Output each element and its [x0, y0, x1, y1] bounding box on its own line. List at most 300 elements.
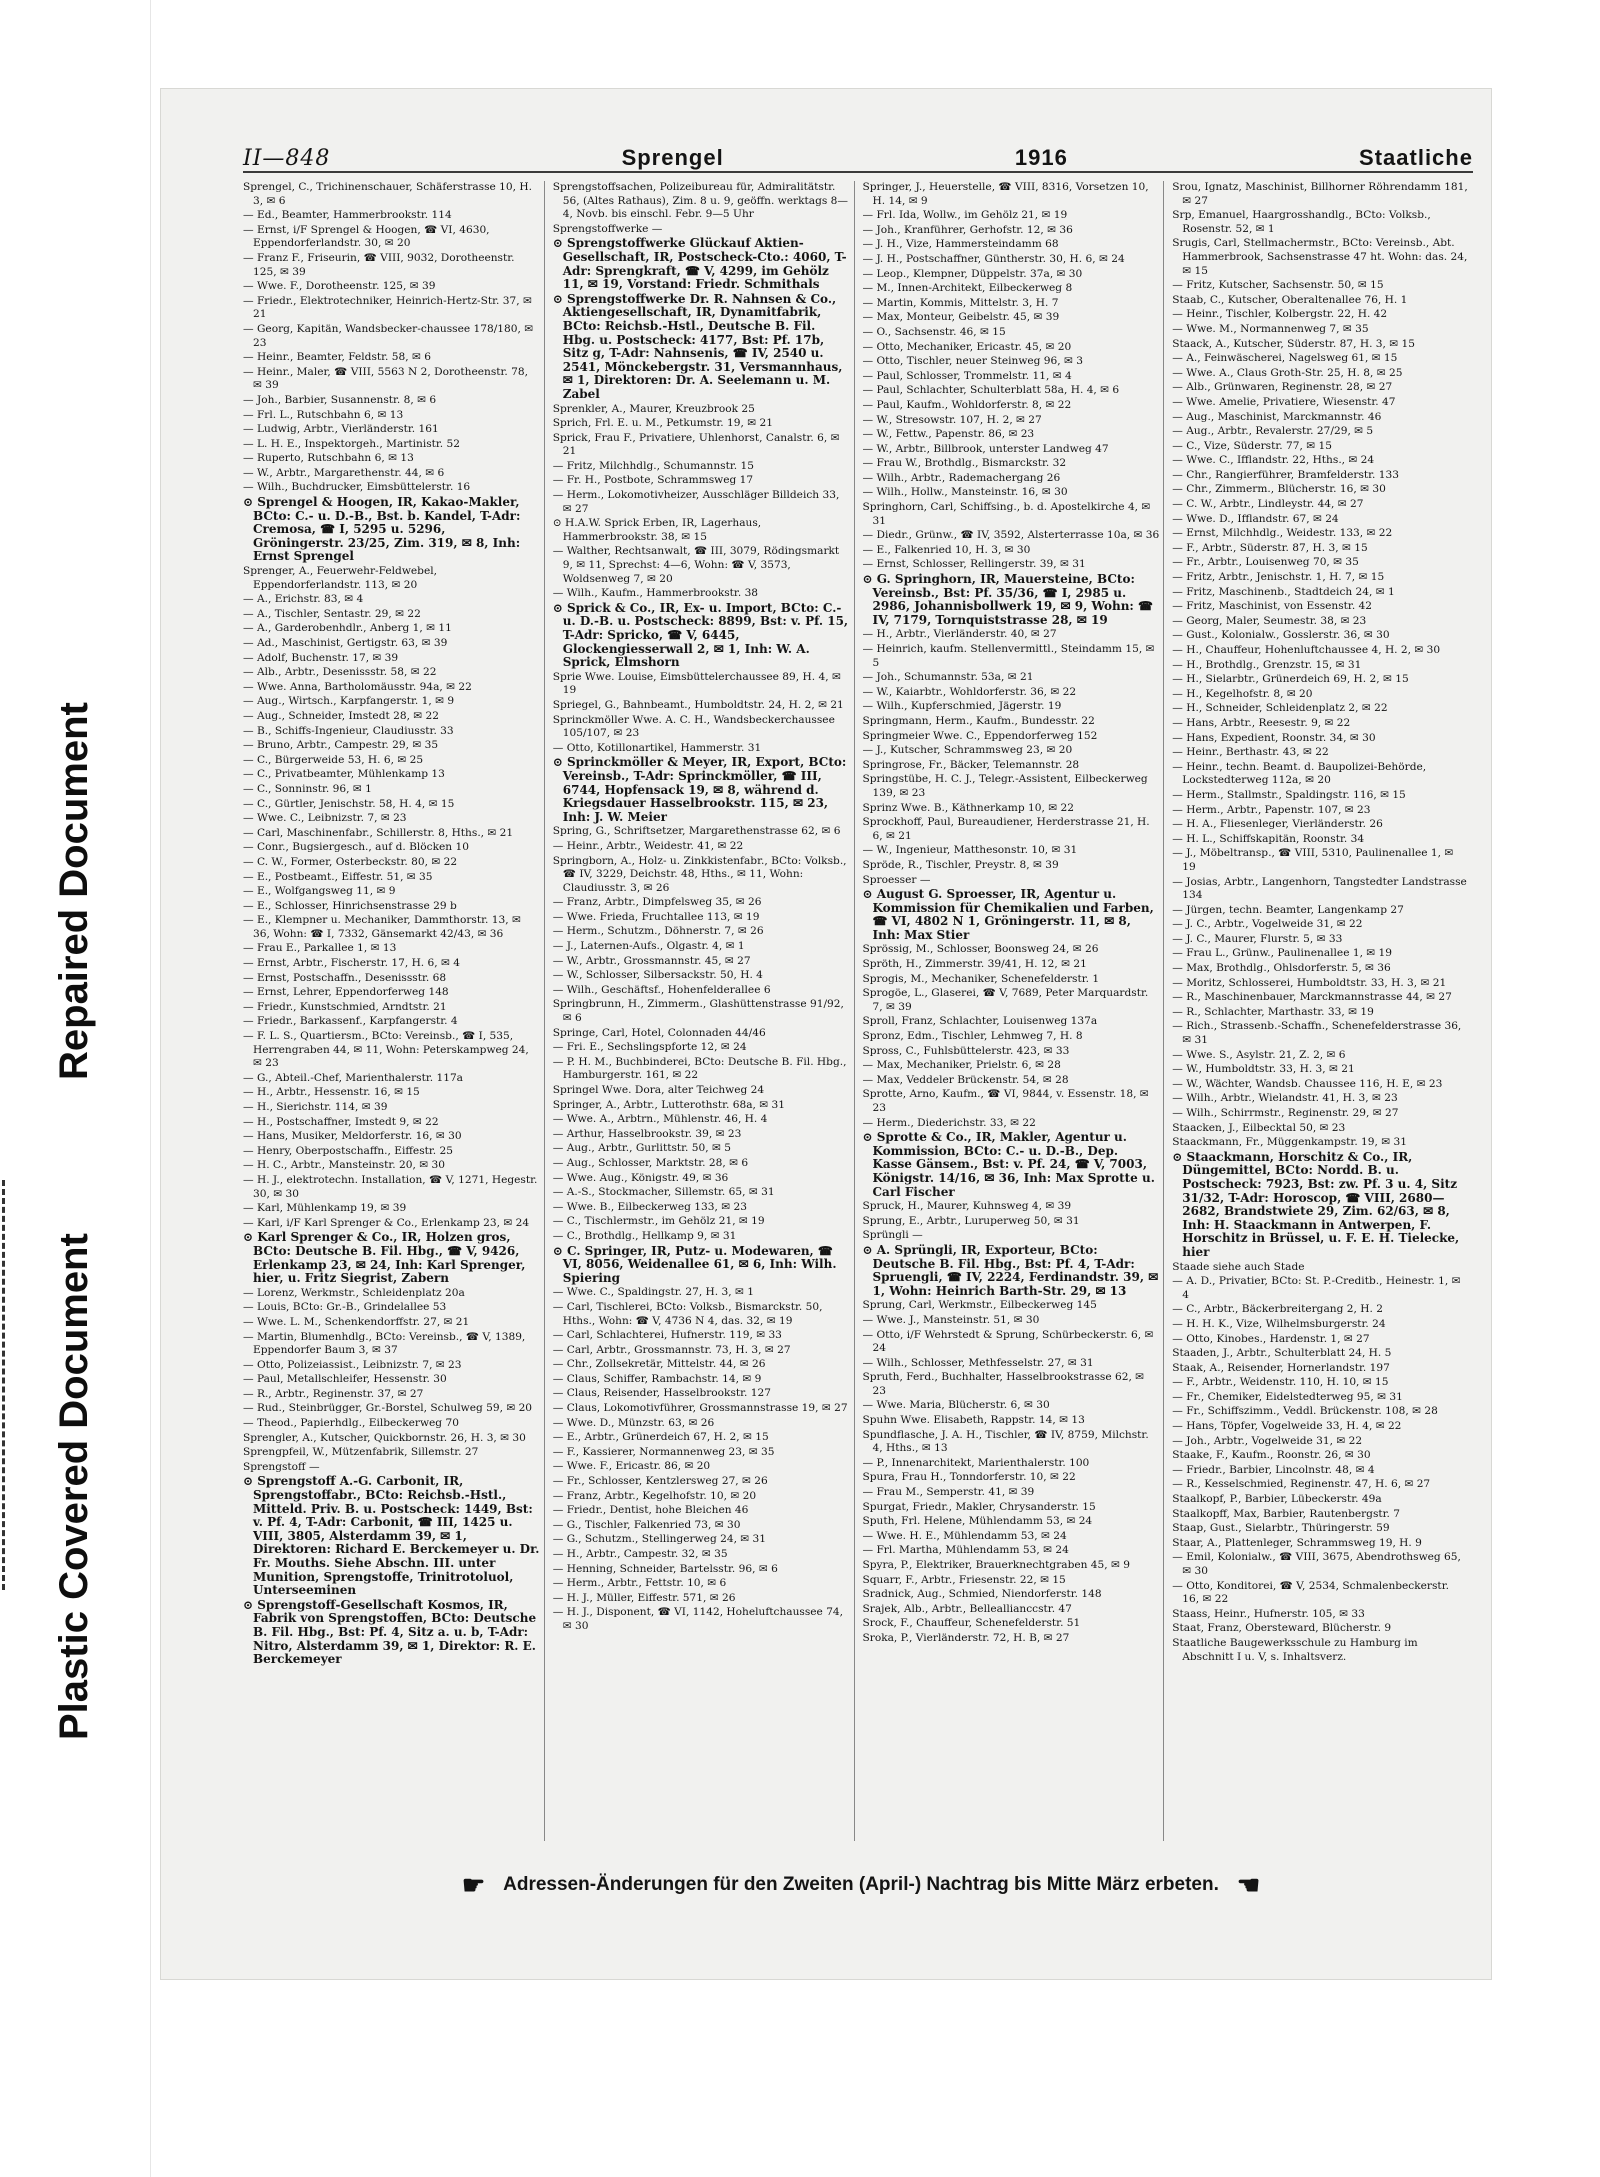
directory-entry: — Georg, Maler, Seumestr. 38, ✉ 23 — [1172, 614, 1367, 627]
directory-entry: — Heinr., Maler, ☎ VIII, 5563 N 2, Dorotheenstr. 78, ✉ 39 — [243, 365, 529, 392]
directory-entry: — Max, Brothdlg., Ohlsdorferstr. 5, ✉ 36 — [1172, 962, 1391, 975]
directory-entry: — Moritz, Schlosserei, Humboldtstr. 33, H. 3, ✉ 21 — [1172, 976, 1447, 989]
directory-entry: — Wwe. C., Ifflandstr. 22, Hths., ✉ 24 — [1172, 454, 1375, 467]
directory-entry: — Claus, Schiffer, Rambachstr. 14, ✉ 9 — [552, 1372, 762, 1385]
directory-entry: — Wwe. A., Claus Groth-Str. 25, H. 8, ✉ 25 — [1172, 366, 1403, 379]
directory-entry: Sprengpfeil, W., Mützenfabrik, Sillemstr. 27 — [243, 1446, 479, 1459]
directory-entry: — G., Schutzm., Stellingerweg 24, ✉ 31 — [552, 1533, 767, 1546]
directory-entry: — R., Maschinenbauer, Marckmannstrasse 44, ✉ 27 — [1172, 991, 1452, 1004]
directory-entry: — Frau E., Parkallee 1, ✉ 13 — [243, 942, 397, 955]
directory-entry: — F., Arbtr., Süderstr. 87, H. 3, ✉ 15 — [1172, 541, 1368, 554]
directory-entry: — A.-S., Stockmacher, Sillemstr. 65, ✉ 31 — [552, 1186, 775, 1199]
directory-entry: — Herm., Arbtr., Fettstr. 10, ✉ 6 — [552, 1577, 727, 1590]
directory-column-4 — [1172, 181, 1473, 1841]
directory-entry: Staaden, J., Arbtr., Schulterblatt 24, H. 5 — [1172, 1347, 1392, 1360]
directory-entry: — Wwe. S., Asylstr. 21, Z. 2, ✉ 6 — [1172, 1048, 1346, 1061]
directory-entry: Springstübe, H. C. J., Telegr.-Assistent, Eilbeckerweg 139, ✉ 23 — [862, 773, 1148, 799]
directory-entry: — Ruperto, Rutschbahn 6, ✉ 13 — [243, 452, 414, 465]
directory-entry: Sprogis, M., Mechaniker, Schenefelderstr. 1 — [862, 972, 1100, 985]
directory-entry: — J., Möbeltransp., ☎ VIII, 5310, Paulinenallee 1, ✉ 19 — [1172, 847, 1454, 873]
directory-entry: — Wwe. F., Dorotheenstr. 125, ✉ 39 — [243, 280, 436, 293]
directory-entry: — Otto, i/F Wehrstedt & Sprung, Schürbeckerstr. 6, ✉ 24 — [862, 1328, 1154, 1355]
directory-entry: — Wilh., Kupferschmied, Jägerstr. 19 — [862, 700, 1062, 713]
directory-entry: — Otto, Kotillonartikel, Hammerstr. 31 — [552, 741, 762, 754]
directory-entry: — H. J., elektrotechn. Installation, ☎ V, 1271, Hegestr. 30, ✉ 30 — [243, 1173, 538, 1200]
directory-entry: — G., Abteil.-Chef, Marienthalerstr. 117a — [243, 1071, 463, 1084]
directory-entry: — Wilh., Hollw., Mansteinstr. 16, ✉ 30 — [862, 486, 1068, 499]
directory-entry: — Martin, Blumenhdlg., BCto: Vereinsb., ☎ V, 1389, Eppendorfer Baum 3, ✉ 37 — [243, 1330, 526, 1357]
directory-entry: Sprung, Carl, Werkmstr., Eilbeckerweg 145 — [862, 1299, 1097, 1312]
directory-entry: — Hans, Expedient, Roonstr. 34, ✉ 30 — [1172, 731, 1376, 744]
directory-entry: — E., Arbtr., Grünerdeich 67, H. 2, ✉ 15 — [552, 1431, 769, 1444]
directory-entry: — O., Sachsenstr. 46, ✉ 15 — [862, 325, 1006, 338]
directory-entry: — Friedr., Barbier, Lincolnstr. 48, ✉ 4 — [1172, 1463, 1375, 1476]
directory-entry: — Conr., Bugsiergesch., auf d. Blöcken 10 — [243, 841, 469, 854]
directory-entry: — Wilh., Geschäftsf., Hohenfelderallee 6 — [552, 983, 771, 996]
directory-entry: — Herm., Arbtr., Papenstr. 107, ✉ 23 — [1172, 803, 1371, 816]
directory-entry: — Wilh., Arbtr., Wielandstr. 41, H. 3, ✉ 23 — [1172, 1092, 1398, 1105]
directory-entry: — Fri. E., Sechslingspforte 12, ✉ 24 — [552, 1041, 747, 1054]
directory-entry: — C. W., Former, Osterbeckstr. 80, ✉ 22 — [243, 855, 458, 868]
directory-entry: ⊙ Sprengstoff-Gesellschaft Kosmos, IR, Fabrik von Sprengstoffen, BCto: Deutsche B. Fil. Hbg., Bst: Pf. 4, Sitz a. u. b, T-Adr: Nitro, Alsterdamm 39, ✉ 1, Direktor: R. E. Berckemeyer — [243, 1597, 537, 1667]
directory-entry: — H., Sierichstr. 114, ✉ 39 — [243, 1101, 388, 1113]
directory-entry: — Chr., Zollsekretär, Mittelstr. 44, ✉ 26 — [552, 1358, 766, 1371]
directory-entry: — Herm., Lokomotivheizer, Ausschläger Billdeich 33, ✉ 27 — [552, 489, 840, 515]
directory-entry: — Aug., Arbtr., Revalerstr. 27/29, ✉ 5 — [1172, 425, 1374, 438]
directory-entry: — Wilh., Kaufm., Hammerbrookstr. 38 — [552, 587, 759, 600]
directory-entry: — R., Schlachter, Marthastr. 33, ✉ 19 — [1172, 1005, 1374, 1018]
directory-entry: — Otto, Konditorei, ☎ V, 2534, Schmalenbeckerstr. 16, ✉ 22 — [1172, 1579, 1449, 1606]
directory-entry: — W., Arbtr., Grossmannstr. 45, ✉ 27 — [552, 954, 751, 967]
directory-entry: — Martin, Kommis, Mittelstr. 3, H. 7 — [862, 296, 1059, 309]
directory-entry: — F. L. S., Quartiersm., BCto: Vereinsb., ☎ I, 535, Herrengraben 44, ✉ 11, Wohn: Peterskampweg 24, ✉ 23 — [243, 1030, 529, 1070]
directory-entry: — H., Arbtr., Hessenstr. 16, ✉ 15 — [243, 1086, 420, 1099]
directory-entry: — Heinrich, kaufm. Stellenvermittl., Steindamm 15, ✉ 5 — [862, 643, 1155, 669]
directory-entry: — Fr. H., Postbote, Schrammsweg 17 — [552, 474, 754, 487]
directory-entry: — Aug., Arbtr., Gurlittstr. 50, ✉ 5 — [552, 1142, 731, 1155]
directory-entry: — Ernst, i/F Sprengel & Hoogen, ☎ VI, 4630, Eppendorferlandstr. 30, ✉ 20 — [243, 223, 490, 250]
directory-entry: — Karl, Mühlenkamp 19, ✉ 39 — [243, 1202, 407, 1215]
pointing-hand-icon: ☛ — [461, 1869, 486, 1900]
directory-entry: — F., Kassierer, Normannenweg 23, ✉ 35 — [552, 1445, 775, 1458]
directory-entry: — Wwe. Anna, Bartholomäusstr. 94a, ✉ 22 — [243, 680, 472, 693]
directory-entry: — Carl, Schlachterei, Hufnerstr. 119, ✉ 33 — [552, 1329, 782, 1342]
directory-entry: — Wwe. Amelie, Privatiere, Wiesenstr. 47 — [1172, 395, 1396, 408]
directory-entry: — Louis, BCto: Gr.-B., Grindelallee 53 — [243, 1301, 447, 1314]
footer-text: Adressen-Änderungen für den Zweiten (April-) Nachtrag bis Mitte März erbeten. — [503, 1874, 1219, 1895]
directory-entry: Staab, C., Kutscher, Oberaltenallee 76, H. 1 — [1172, 293, 1408, 306]
directory-entry: — Fritz, Maschinenb., Stadtdeich 24, ✉ 1 — [1172, 585, 1395, 598]
directory-entry: — C., Bürgerweide 53, H. 6, ✉ 25 — [243, 753, 424, 766]
directory-entry: — Hans, Arbtr., Reesestr. 9, ✉ 22 — [1172, 716, 1351, 729]
directory-entry: — Joh., Arbtr., Vogelweide 31, ✉ 22 — [1172, 1434, 1363, 1447]
directory-entry: — Joh., Barbier, Susannenstr. 8, ✉ 6 — [243, 393, 437, 406]
tear-line — [2, 1180, 21, 1590]
directory-entry: Staalkopff, Max, Barbier, Rautenbergstr. 7 — [1172, 1507, 1401, 1520]
directory-entry: — R., Arbtr., Reginenstr. 37, ✉ 27 — [243, 1387, 424, 1400]
directory-entry: Spura, Frau H., Tonndorferstr. 10, ✉ 22 — [862, 1471, 1076, 1484]
directory-entry: — H. L., Schiffskapitän, Roonstr. 34 — [1172, 832, 1365, 845]
directory-entry: Sprengstoffsachen, Polizeibureau für, Admiralitätstr. 56, (Altes Rathaus), Zim. 8 u. 9, geöffn. werktags 8—4, Novb. bis einschl. Febr. 9—5 Uhr — [552, 181, 849, 221]
directory-entry: — M., Innen-Architekt, Eilbeckerweg 8 — [862, 282, 1073, 295]
directory-column-3 — [863, 181, 1165, 1841]
directory-entry: — H., Brothdlg., Grenzstr. 15, ✉ 31 — [1172, 658, 1362, 671]
directory-entry: Staack, A., Kutscher, Süderstr. 87, H. 3, ✉ 15 — [1172, 337, 1416, 350]
directory-entry: — J. H., Vize, Hammersteindamm 68 — [862, 238, 1059, 251]
directory-entry: — W., Stresowstr. 107, H. 2, ✉ 27 — [862, 413, 1042, 426]
directory-entry: — A., Tischler, Sentastr. 29, ✉ 22 — [243, 607, 421, 620]
directory-entry: — Heinr., Tischler, Kolbergstr. 22, H. 42 — [1172, 308, 1388, 321]
directory-entry: — Wilh., Schirrmstr., Reginenstr. 29, ✉ 27 — [1172, 1107, 1399, 1119]
directory-entry: — Rich., Strassenb.-Schaffn., Schenefelderstrasse 36, ✉ 31 — [1172, 1020, 1462, 1047]
directory-entry: Sprinckmöller Wwe. A. C. H., Wandsbeckerchaussee 105/107, ✉ 23 — [552, 713, 835, 740]
directory-column-1 — [243, 181, 545, 1841]
directory-entry: — W., Schlosser, Silbersackstr. 50, H. 4 — [552, 969, 763, 982]
directory-entry: — Emil, Kolonialw., ☎ VIII, 3675, Abendrothsweg 65, ✉ 30 — [1172, 1551, 1461, 1577]
directory-entry: — Josias, Arbtr., Langenhorn, Tangstedter Landstrasse 134 — [1172, 875, 1467, 902]
directory-entry: — Heinr., Berthastr. 43, ✉ 22 — [1172, 746, 1329, 759]
plastic-covered-label: Plastic Covered Document — [52, 1233, 96, 1740]
directory-entry: Srajek, Alb., Arbtr., Belleallianccstr. 47 — [862, 1602, 1072, 1615]
directory-entry: Staacken, J., Eilbecktal 50, ✉ 23 — [1172, 1121, 1346, 1134]
directory-entry: — Wwe. Aug., Königstr. 49, ✉ 36 — [552, 1171, 729, 1184]
directory-entry: ⊙ Karl Sprenger & Co., IR, Holzen gros, BCto: Deutsche B. Fil. Hbg., ☎ V, 9426, Erlenkamp 23, ✉ 24, Inh: Karl Sprenger, hier, u. Fritz Siegrist, Zabern — [243, 1230, 526, 1286]
directory-entry: — Joh., Kranführer, Gerhofstr. 12, ✉ 36 — [862, 223, 1073, 236]
directory-entry: — Georg, Kapitän, Wandsbecker-chaussee 178/180, ✉ 23 — [243, 322, 534, 349]
directory-entry: — B., Schiffs-Ingenieur, Claudiusstr. 33 — [243, 724, 454, 737]
directory-entry: ⊙ Sprengstoffwerke Dr. R. Nahnsen & Co., Aktiengesellschaft, IR, Dynamitfabrik, BCto: Reichsb.-Hstl., Deutsche B. Fil. Hbg. u. Postscheck: 4177, Bst: Pf. 17b, Sitz g, T-Adr: Nahnsenis, ☎ IV, 2540 u. 2541, Mönckebergstr. 31, Versmannhaus, ✉ 1, Direktoren: Dr. A. Seelemann u. M. Zabel — [552, 291, 843, 401]
directory-entry: — H. A., Fliesenleger, Vierländerstr. 26 — [1172, 818, 1383, 831]
directory-entry: — Frau M., Semperstr. 41, ✉ 39 — [862, 1486, 1035, 1499]
directory-entry: Staatliche Baugewerksschule zu Hamburg im Abschnitt I u. V, s. Inhaltsverz. — [1172, 1636, 1418, 1663]
directory-entry: Spriegel, G., Bahnbeamt., Humboldtstr. 24, H. 2, ✉ 21 — [552, 698, 844, 711]
directory-entry: — Wwe. C., Spaldingstr. 27, H. 3, ✉ 1 — [552, 1286, 754, 1299]
directory-entry: Sprenger, A., Feuerwehr-Feldwebel, Eppendorferlandstr. 113, ✉ 20 — [243, 565, 437, 591]
directory-entry: — C., Privatbeamter, Mühlenkamp 13 — [243, 768, 445, 781]
directory-entry: Spuhn Wwe. Elisabeth, Rappstr. 14, ✉ 13 — [862, 1414, 1085, 1427]
directory-entry: — J., Kutscher, Schrammsweg 23, ✉ 20 — [862, 744, 1073, 757]
directory-entry: Srock, F., Chauffeur, Schenefelderstr. 51 — [862, 1617, 1081, 1630]
directory-entry: Sproesser — — [862, 873, 931, 886]
directory-entry: — Wwe. B., Eilbeckerweg 133, ✉ 23 — [552, 1200, 747, 1213]
directory-entry: Spring, G., Schriftsetzer, Margarethenstrasse 62, ✉ 6 — [552, 825, 841, 838]
directory-entry: — Wwe. J., Mansteinstr. 51, ✉ 30 — [862, 1313, 1040, 1326]
directory-entry: — Wwe. C., Leibnizstr. 7, ✉ 23 — [243, 812, 407, 825]
directory-entry: — Carl, Arbtr., Grossmannstr. 73, H. 3, ✉ 27 — [552, 1343, 791, 1356]
directory-entry: — Wilh., Arbtr., Rademachergang 26 — [862, 471, 1061, 484]
directory-entry: — Karl, i/F Karl Sprenger & Co., Erlenkamp 23, ✉ 24 — [243, 1216, 530, 1229]
directory-entry: Sprick, Frau F., Privatiere, Uhlenhorst, Canalstr. 6, ✉ 21 — [552, 431, 840, 458]
directory-entry: — Heinr., techn. Beamt. d. Baupolizei-Behörde, Lockstedterweg 112a, ✉ 20 — [1172, 760, 1427, 787]
directory-entry: Sradnick, Aug., Schmied, Niendorferstr. 148 — [862, 1588, 1102, 1601]
directory-entry: Sproll, Franz, Schlachter, Louisenweg 137a — [862, 1015, 1098, 1028]
header-year: 1916 — [1014, 145, 1068, 170]
directory-entry: — H. J., Disponent, ☎ VI, 1142, Hoheluftchaussee 74, ✉ 30 — [552, 1606, 844, 1632]
directory-entry: — Wwe. D., Ifflandstr. 67, ✉ 24 — [1172, 512, 1339, 525]
directory-entry: Springe, Carl, Hotel, Colonnaden 44/46 — [552, 1026, 766, 1039]
directory-entry: Spross, C., Fuhlsbüttelerstr. 423, ✉ 33 — [862, 1044, 1070, 1057]
directory-entry: — Ernst, Schlosser, Rellingerstr. 39, ✉ 31 — [862, 558, 1086, 571]
directory-entry: ⊙ A. Sprüngli, IR, Exporteur, BCto: Deutsche B. Fil. Hbg., Bst: Pf. 4, T-Adr: Spruengli, ☎ IV, 2224, Ferdinandstr. 39, ✉ 1, Wohn: Heinrich Barth-Str. 29, ✉ 13 — [862, 1242, 1159, 1298]
directory-entry: — Wwe. Maria, Blücherstr. 6, ✉ 30 — [862, 1399, 1050, 1412]
directory-entry: Staak, A., Reisender, Hornerlandstr. 197 — [1172, 1361, 1390, 1374]
directory-entry: — Fr., Chemiker, Eidelstedterweg 95, ✉ 31 — [1172, 1390, 1403, 1403]
directory-entry: — Leop., Klempner, Düppelstr. 37a, ✉ 30 — [862, 267, 1083, 280]
directory-entry: ⊙ Sprengstoff A.-G. Carbonit, IR, Sprengstoffabr., BCto: Reichsb.-Hstl., Mitteld. Priv. B. u. Postscheck: 1449, Bst: v. Pf. 4, T-Adr: Carbonit, ☎ III, 1425 u. VIII, 3805, Alsterdamm 39, ✉ 1, Direktoren: Richard E. Berckemeyer u. Dr. Fr. Mouths. Siehe Abschn. III. unter Munition, Sprengstoffe, Trinitrotoluol, Unterseeminen — [243, 1474, 540, 1598]
directory-entry: — Wwe. L. M., Schenkendorffstr. 27, ✉ 21 — [243, 1315, 470, 1328]
directory-entry: — Hans, Töpfer, Vogelweide 33, H. 4, ✉ 22 — [1172, 1420, 1402, 1433]
directory-entry: — Fritz, Kutscher, Sachsenstr. 50, ✉ 15 — [1172, 279, 1384, 292]
directory-entry: — Joh., Schumannstr. 53a, ✉ 21 — [862, 671, 1034, 684]
directory-entry: — E., Wolfgangsweg 11, ✉ 9 — [243, 885, 396, 898]
directory-entry: — Wwe. F., Ericastr. 86, ✉ 20 — [552, 1460, 711, 1473]
directory-entry: — Fritz, Milchhdlg., Schumannstr. 15 — [552, 459, 754, 472]
directory-entry: — Heinr., Arbtr., Weidestr. 41, ✉ 22 — [552, 839, 744, 852]
directory-entry: — Wilh., Schlosser, Methfesselstr. 27, ✉ 31 — [862, 1356, 1094, 1369]
directory-entry: — Claus, Reisender, Hasselbrookstr. 127 — [552, 1387, 772, 1400]
header-right-word: Staatliche — [1359, 145, 1473, 170]
directory-entry: — Wwe. A., Arbtrn., Mühlenstr. 46, H. 4 — [552, 1113, 768, 1126]
directory-entry: ⊙ C. Springer, IR, Putz- u. Modewaren, ☎ VI, 8056, Weidenallee 61, ✉ 6, Inh: Wilh. Spiering — [552, 1243, 837, 1285]
directory-entry: Springhorn, Carl, Schiffsing., b. d. Apostelkirche 4, ✉ 31 — [862, 501, 1151, 527]
directory-entry: Springborn, A., Holz- u. Zinkkistenfabr., BCto: Volksb., ☎ IV, 3229, Deichstr. 48, Hths., ✉ 11, Wohn: Claudiusstr. 3, ✉ 26 — [552, 854, 847, 894]
directory-entry: — Ad., Maschinist, Gertigstr. 63, ✉ 39 — [243, 637, 448, 649]
directory-entry: — Carl, Maschinenfabr., Schillerstr. 8, Hths., ✉ 21 — [243, 826, 514, 839]
directory-entry: — Adolf, Buchenstr. 17, ✉ 39 — [243, 651, 399, 664]
directory-entry: — W., Arbtr., Margarethenstr. 44, ✉ 6 — [243, 466, 445, 479]
directory-entry: — C., Tischlermstr., im Gehölz 21, ✉ 19 — [552, 1215, 765, 1228]
directory-entry: — H., Arbtr., Vierländerstr. 40, ✉ 27 — [862, 628, 1057, 641]
directory-entry: — Paul, Schlachter, Schulterblatt 58a, H. 4, ✉ 6 — [862, 384, 1120, 397]
directory-entry: — Friedr., Elektrotechniker, Heinrich-Hertz-Str. 37, ✉ 21 — [243, 294, 532, 321]
directory-entry: — F., Arbtr., Weidenstr. 110, H. 10, ✉ 15 — [1172, 1376, 1389, 1389]
directory-entry: — Friedr., Dentist, hohe Bleichen 46 — [552, 1504, 749, 1517]
directory-entry: ⊙ Sprick & Co., IR, Ex- u. Import, BCto: C.- u. D.-B. u. Postscheck: 8899, Bst: v. Pf. 15, T-Adr: Spricko, ☎ V, 6445, Glockengiesserwall 2, ✉ 1, Inh: W. A. Sprick, Elmshorn — [552, 600, 849, 670]
directory-entry: ⊙ G. Springhorn, IR, Mauersteine, BCto: Vereinsb., Bst: Pf. 35/36, ☎ I, 2985 u. 2986, Johannisbollwerk 19, ✉ 9, Wohn: ☎ IV, 7179, Tornquiststrasse 28, ✉ 19 — [862, 572, 1153, 627]
directory-entry: Sroka, P., Vierländerstr. 72, H. B, ✉ 27 — [862, 1631, 1070, 1644]
directory-entry: — Walther, Rechtsanwalt, ☎ III, 3079, Rödingsmarkt 9, ✉ 11, Sprechst: 4—6, Wohn: ☎ V, 3573, Woldsenweg 7, ✉ 20 — [552, 545, 840, 585]
directory-entry: ⊙ Sprinckmöller & Meyer, IR, Export, BCto: Vereinsb., T-Adr: Sprinckmöller, ☎ III, 6744, Hopfensack 19, ✉ 8, während d. Kriegsdauer Hasselbrookstr. 115, ✉ 23, Inh: J. W. Meier — [552, 755, 847, 824]
directory-entry: Staar, A., Plattenleger, Schrammsweg 19, H. 9 — [1172, 1536, 1422, 1549]
directory-entry: — Ernst, Arbtr., Fischerstr. 17, H. 6, ✉ 4 — [243, 957, 461, 970]
directory-entry: — E., Falkenried 10, H. 3, ✉ 30 — [862, 543, 1031, 556]
directory-entry: — P., Innenarchitekt, Marienthalerstr. 100 — [862, 1456, 1090, 1469]
directory-entry: — Otto, Polizeiassist., Leibnizstr. 7, ✉ 23 — [243, 1358, 462, 1371]
directory-entry: — P. H. M., Buchbinderei, BCto: Deutsche B. Fil. Hbg., Hamburgerstr. 161, ✉ 22 — [552, 1055, 847, 1082]
directory-entry: — Aug., Wirtsch., Karpfangerstr. 1, ✉ 9 — [243, 695, 455, 708]
directory-entry: — Friedr., Kunstschmied, Arndtstr. 21 — [243, 1000, 447, 1013]
scanned-page — [160, 88, 1492, 1980]
directory-entry: — Ernst, Milchhdlg., Weidestr. 133, ✉ 22 — [1172, 527, 1393, 540]
pointing-hand-icon: ☚ — [1236, 1869, 1261, 1900]
directory-entry: Srp, Emanuel, Haargrosshandlg., BCto: Volksb., Rosenstr. 52, ✉ 1 — [1172, 209, 1431, 235]
directory-entry: — Arthur, Hasselbrookstr. 39, ✉ 23 — [552, 1127, 742, 1140]
directory-entry: Staalkopf, P., Barbier, Lübeckerstr. 49a — [1172, 1493, 1382, 1506]
directory-entry: Srugis, Carl, Stellmachermstr., BCto: Vereinsb., Abt. Hammerbrook, Sachsenstrasse 47 ht. Wohn: das. 24, ✉ 15 — [1172, 237, 1468, 277]
directory-entry: — Ernst, Postschaffn., Desenissstr. 68 — [243, 971, 447, 984]
directory-entry: — Fritz, Maschinist, von Essenstr. 42 — [1172, 600, 1373, 613]
directory-entry: — Fr., Schlosser, Kentzlersweg 27, ✉ 26 — [552, 1475, 768, 1488]
directory-entry: ⊙ Sprotte & Co., IR, Makler, Agentur u. Kommission, BCto: C.- u. D.-B., Dep. Kasse Gänsem., Bst: v. Pf. 24, ☎ V, 7003, Königstr. 14/16, ✉ 36, Inh: Max Sprotte u. Carl Fischer — [862, 1130, 1155, 1199]
directory-entry: — H., Arbtr., Campestr. 32, ✉ 35 — [552, 1548, 728, 1560]
directory-entry: Sprich, Frl. E. u. M., Petkumstr. 19, ✉ 21 — [552, 417, 773, 430]
directory-entry: Spröth, H., Zimmerstr. 39/41, H. 12, ✉ 21 — [862, 958, 1087, 971]
directory-entry: — C., Sonninstr. 96, ✉ 1 — [243, 782, 372, 795]
directory-entry: — E., Klempner u. Mechaniker, Dammthorstr. 13, ✉ 36, Wohn: ☎ I, 7332, Gänsemarkt 42/43, ✉ 36 — [243, 914, 521, 940]
directory-entry: Srou, Ignatz, Maschinist, Billhorner Röhrendamm 181, ✉ 27 — [1172, 181, 1468, 207]
directory-entry: — Paul, Kaufm., Wohldorferstr. 8, ✉ 22 — [862, 398, 1072, 411]
directory-entry: Sputh, Frl. Helene, Mühlendamm 53, ✉ 24 — [862, 1515, 1093, 1528]
directory-entry: — Gust., Kolonialw., Gosslerstr. 36, ✉ 30 — [1172, 629, 1390, 642]
directory-entry: — W., Ingenieur, Matthesonstr. 10, ✉ 31 — [862, 844, 1078, 857]
directory-entry: Springmann, Herm., Kaufm., Bundesstr. 22 — [862, 714, 1095, 727]
directory-entry: — Wwe. H. E., Mühlendamm 53, ✉ 24 — [862, 1529, 1067, 1542]
directory-entry: — J. C., Maurer, Flurstr. 5, ✉ 33 — [1172, 932, 1343, 945]
directory-entry: — Heinr., Beamter, Feldstr. 58, ✉ 6 — [243, 351, 431, 364]
directory-entry: — J. H., Postschaffner, Güntherstr. 30, H. 6, ✉ 24 — [862, 252, 1125, 265]
directory-entry: — Max, Veddeler Brückenstr. 54, ✉ 28 — [862, 1073, 1069, 1086]
directory-entry: Staap, Gust., Sielarbtr., Thüringerstr. 59 — [1172, 1522, 1390, 1535]
directory-entry: — Frl. Ida, Wollw., im Gehölz 21, ✉ 19 — [862, 209, 1068, 222]
directory-entry: — Aug., Schlosser, Marktstr. 28, ✉ 6 — [552, 1156, 749, 1169]
directory-entry: — H., Chauffeur, Hohenluftchaussee 4, H. 2, ✉ 30 — [1172, 644, 1441, 656]
directory-entry: — C. W., Arbtr., Lindleystr. 44, ✉ 27 — [1172, 498, 1364, 511]
directory-entry: — Paul, Metallschleifer, Hessenstr. 30 — [243, 1373, 447, 1386]
directory-entry: — Fr., Arbtr., Louisenweg 70, ✉ 35 — [1172, 556, 1359, 569]
directory-entry: — Franz, Arbtr., Dimpfelsweg 35, ✉ 26 — [552, 896, 762, 909]
directory-entry: Sprössig, M., Schlosser, Boonsweg 24, ✉ 26 — [862, 943, 1099, 956]
directory-entry: — Herm., Diederichstr. 33, ✉ 22 — [862, 1116, 1036, 1129]
directory-entry: Springer, A., Arbtr., Lutterothstr. 68a, ✉ 31 — [552, 1098, 786, 1111]
directory-entry: Sprie Wwe. Louise, Eimsbüttelerchaussee 89, H. 4, ✉ 19 — [552, 670, 841, 697]
page-header — [243, 131, 1473, 173]
directory-entry: — R., Kesselschmied, Reginenstr. 47, H. 6, ✉ 27 — [1172, 1478, 1431, 1491]
directory-entry: ⊙ Sprengstoffwerke Glückauf Aktien-Gesellschaft, IR, Postscheck-Cto.: 4060, T-Adr: Sprengkraft, ☎ V, 4299, im Gehölz 11, ✉ 19, Vorstand: Friedr. Schmithals — [552, 236, 847, 292]
directory-entry: — Otto, Mechaniker, Ericastr. 45, ✉ 20 — [862, 340, 1072, 353]
directory-column-2 — [553, 181, 855, 1841]
directory-entry: — A. D., Privatier, BCto: St. P.-Creditb., Heinestr. 1, ✉ 4 — [1172, 1275, 1461, 1301]
footer-notice — [261, 1865, 1461, 1905]
directory-entry: Spronz, Edm., Tischler, Lehmweg 7, H. 8 — [862, 1030, 1083, 1043]
directory-entry: Staackmann, Fr., Müggenkampstr. 19, ✉ 31 — [1172, 1136, 1407, 1149]
directory-entry: — H. C., Arbtr., Mansteinstr. 20, ✉ 30 — [243, 1159, 445, 1172]
directory-entry: Sprüngli — — [862, 1229, 923, 1242]
directory-entry: — H., Kegelhofstr. 8, ✉ 20 — [1172, 687, 1313, 700]
directory-entry: — Frl. Martha, Mühlendamm 53, ✉ 24 — [862, 1544, 1069, 1557]
directory-entry: — Henning, Schneider, Bartelsstr. 96, ✉ 6 — [552, 1562, 778, 1575]
directory-entry: Sprotte, Arno, Kaufm., ☎ VI, 9844, v. Essenstr. 18, ✉ 23 — [862, 1088, 1149, 1114]
directory-entry: — A., Garderobenhdlr., Anberg 1, ✉ 11 — [243, 622, 452, 635]
directory-entry: Squarr, F., Arbtr., Friesenstr. 22, ✉ 15 — [862, 1573, 1066, 1586]
directory-entry: — Herm., Stallmstr., Spaldingstr. 116, ✉ 15 — [1172, 788, 1406, 801]
directory-entry: — C., Vize, Süderstr. 77, ✉ 15 — [1172, 439, 1332, 452]
directory-entry: — Henry, Oberpostschaffn., Eiffestr. 25 — [243, 1144, 454, 1157]
directory-entry: ⊙ August G. Sproesser, IR, Agentur u. Kommission für Chemikalien und Farben, ☎ VI, 4802 N 1, Gröningerstr. 11, ✉ 8, Inh: Max Stier — [862, 887, 1154, 942]
directory-entry: — Aug., Schneider, Imstedt 28, ✉ 22 — [243, 709, 440, 722]
directory-entry: — Diedr., Grünw., ☎ IV, 3592, Alsterterrasse 10a, ✉ 36 — [862, 529, 1160, 542]
directory-entry: ⊙ Sprengel & Hoogen, IR, Kakao-Makler, BCto: C.- u. D.-B., Bst. b. Kandel, T-Adr: Cremosa, ☎ I, 5295 u. 5296, Gröningerstr. 23/25, Zim. 319, ✉ 8, Inh: Ernst Sprengel — [243, 495, 521, 564]
header-left-word: Sprengel — [621, 145, 724, 170]
directory-entry: — J. C., Arbtr., Vogelweide 31, ✉ 22 — [1172, 918, 1363, 931]
directory-entry: — W., Kaiarbtr., Wohldorferstr. 36, ✉ 22 — [862, 685, 1077, 698]
directory-entry: — Chr., Zimmerm., Blücherstr. 16, ✉ 30 — [1172, 483, 1386, 496]
directory-entry: Sprenkler, A., Maurer, Kreuzbrook 25 — [552, 402, 755, 415]
directory-entry: Springrose, Fr., Bäcker, Telemannstr. 28 — [862, 758, 1080, 771]
directory-entry: — W., Humboldtstr. 33, H. 3, ✉ 21 — [1172, 1063, 1355, 1076]
directory-entry: — Chr., Rangierführer, Bramfelderstr. 133 — [1172, 468, 1399, 481]
directory-entry: — Alb., Arbtr., Desenissstr. 58, ✉ 22 — [243, 666, 437, 679]
directory-entry: Spruth, Ferd., Buchhalter, Hasselbrookstrasse 62, ✉ 23 — [862, 1371, 1145, 1397]
directory-entry: — Wwe. M., Normannenweg 7, ✉ 35 — [1172, 322, 1369, 335]
directory-entry: — H., Sielarbtr., Grünerdeich 69, H. 2, ✉ 15 — [1172, 673, 1409, 686]
directory-columns — [243, 181, 1473, 1841]
directory-entry: — A., Erichstr. 83, ✉ 4 — [243, 593, 364, 606]
directory-entry: Staat, Franz, Obersteward, Blücherstr. 9 — [1172, 1622, 1392, 1635]
directory-entry: — H. J., Müller, Eiffestr. 571, ✉ 26 — [552, 1591, 736, 1604]
directory-entry: Staass, Heinr., Hufnerstr. 105, ✉ 33 — [1172, 1607, 1365, 1620]
repaired-document-label: Repaired Document — [52, 702, 96, 1080]
directory-entry: Sprengstoffwerke — — [552, 222, 663, 235]
directory-entry: — Claus, Lokomotivführer, Grossmannstrasse 19, ✉ 27 — [552, 1402, 848, 1415]
directory-entry: Sprogöe, L., Glaserei, ☎ V, 7689, Peter Marquardstr. 7, ✉ 39 — [862, 987, 1149, 1013]
directory-entry: — Carl, Tischlerei, BCto: Volksb., Bismarckstr. 50, Hths., Wohn: ☎ V, 4736 N 4, das. 32, ✉ 19 — [552, 1300, 823, 1327]
directory-entry: — E., Schlosser, Hinrichsenstrasse 29 b — [243, 899, 457, 912]
directory-entry: Spröde, R., Tischler, Preystr. 8, ✉ 39 — [862, 858, 1059, 871]
directory-entry: — A., Feinwäscherei, Nagelsweg 61, ✉ 15 — [1172, 352, 1398, 365]
directory-entry: — Friedr., Barkassenf., Karpfangerstr. 4 — [243, 1015, 458, 1028]
directory-entry: — W., Arbtr., Billbrook, unterster Landweg 47 — [862, 442, 1109, 455]
directory-entry: — Wilh., Buchdrucker, Eimsbüttelerstr. 16 — [243, 481, 471, 494]
directory-entry: — H., Postschaffner, Imstedt 9, ✉ 22 — [243, 1115, 439, 1128]
directory-entry: — Frl. L., Rutschbahn 6, ✉ 13 — [243, 408, 404, 421]
directory-entry: — Frau L., Grünw., Paulinenallee 1, ✉ 19 — [1172, 947, 1393, 960]
directory-entry: — Aug., Maschinist, Marckmannstr. 46 — [1172, 410, 1382, 423]
directory-entry: — H. H. K., Vize, Wilhelmsburgerstr. 24 — [1172, 1317, 1386, 1330]
directory-entry: — Theod., Papierhdlg., Eilbeckerweg 70 — [243, 1417, 459, 1430]
directory-entry: Sprockhoff, Paul, Bureaudiener, Herderstrasse 21, H. 6, ✉ 21 — [862, 816, 1150, 842]
directory-entry: — Rud., Steinbrügger, Gr.-Borstel, Schulweg 59, ✉ 20 — [243, 1402, 533, 1415]
directory-entry: Sprinz Wwe. B., Käthnerkamp 10, ✉ 22 — [862, 801, 1074, 814]
directory-entry: Spurgat, Friedr., Makler, Chrysanderstr. 15 — [862, 1500, 1096, 1513]
directory-entry: Sprengel, C., Trichinenschauer, Schäferstrasse 10, H. 3, ✉ 6 — [243, 181, 532, 207]
directory-entry: — C., Gürtler, Jenischstr. 58, H. 4, ✉ 15 — [243, 797, 455, 810]
directory-entry: — Franz F., Friseurin, ☎ VIII, 9032, Dorotheenstr. 125, ✉ 39 — [243, 251, 515, 278]
directory-entry: — Otto, Kinobes., Hardenstr. 1, ✉ 27 — [1172, 1332, 1370, 1345]
directory-entry: ⊙ H.A.W. Sprick Erben, IR, Lagerhaus, Hammerbrookstr. 38, ✉ 15 — [552, 517, 762, 543]
directory-entry: — Fr., Schiffszimm., Veddl. Brückenstr. 108, ✉ 28 — [1172, 1405, 1438, 1418]
directory-entry: — Ernst, Lehrer, Eppendorferweg 148 — [243, 986, 449, 999]
directory-entry: — W., Wächter, Wandsb. Chaussee 116, H. E, ✉ 23 — [1172, 1077, 1443, 1090]
directory-entry: — H., Schneider, Schleidenplatz 2, ✉ 22 — [1172, 702, 1388, 715]
directory-entry: — Wwe. Frieda, Fruchtallee 113, ✉ 19 — [552, 910, 760, 923]
directory-entry: — C., Brothdlg., Hellkamp 9, ✉ 31 — [552, 1229, 737, 1242]
directory-entry: Staade siehe auch Stade — [1172, 1260, 1305, 1273]
directory-entry: — W., Fettw., Papenstr. 86, ✉ 23 — [862, 428, 1035, 441]
directory-entry: — Max, Mechaniker, Prielstr. 6, ✉ 28 — [862, 1059, 1061, 1072]
directory-entry: — Hans, Musiker, Meldorferstr. 16, ✉ 30 — [243, 1130, 462, 1143]
directory-entry: Spyra, P., Elektriker, Brauerknechtgraben 45, ✉ 9 — [862, 1559, 1131, 1571]
directory-entry: — J., Laternen-Aufs., Olgastr. 4, ✉ 1 — [552, 940, 745, 953]
directory-entry: — E., Postbeamt., Eiffestr. 51, ✉ 35 — [243, 870, 433, 883]
directory-entry: — Paul, Schlosser, Trommelstr. 11, ✉ 4 — [862, 369, 1072, 382]
directory-entry: — Fritz, Arbtr., Jenischstr. 1, H. 7, ✉ 15 — [1172, 571, 1385, 584]
directory-entry: Staake, F., Kaufm., Roonstr. 26, ✉ 30 — [1172, 1449, 1371, 1462]
directory-entry: — Alb., Grünwaren, Reginenstr. 28, ✉ 27 — [1172, 381, 1393, 394]
directory-entry: — Otto, Tischler, neuer Steinweg 96, ✉ 3 — [862, 355, 1084, 368]
directory-entry: — Lorenz, Werkmstr., Schleidenplatz 20a — [243, 1286, 465, 1299]
directory-entry: — Herm., Schutzm., Döhnerstr. 7, ✉ 26 — [552, 925, 764, 938]
directory-entry: Springel Wwe. Dora, alter Teichweg 24 — [552, 1084, 765, 1096]
